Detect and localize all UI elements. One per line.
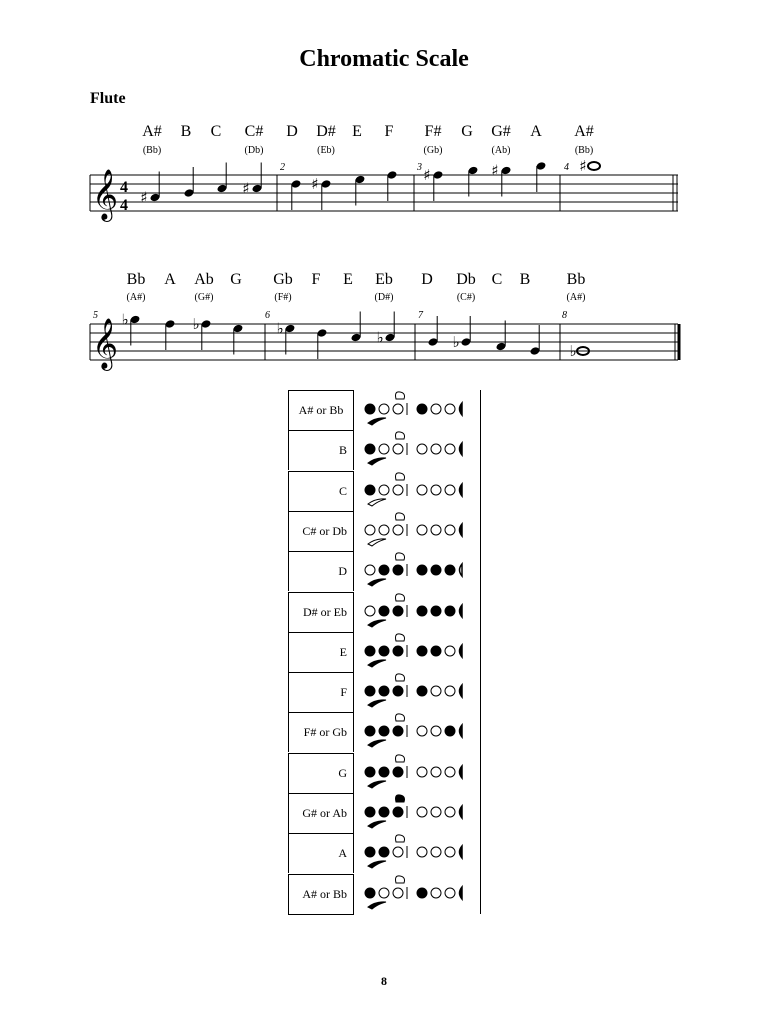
note-name: A [164, 271, 176, 288]
note-name: Bb [566, 271, 586, 288]
trill-key-icon [396, 472, 405, 479]
note-name: B [519, 271, 531, 288]
note-name: G# [491, 123, 511, 140]
enharmonic-name: (Ab) [491, 145, 511, 156]
closed-hole-icon [417, 606, 427, 616]
thumb-lever-icon [368, 418, 386, 425]
fingering-row [288, 874, 482, 914]
fingering-row [288, 430, 482, 470]
note-name: E [352, 123, 362, 140]
thumb-lever-icon [368, 821, 386, 828]
treble-clef-icon: 𝄞 [92, 318, 119, 369]
fingering-diagram [358, 632, 482, 672]
fingering-row [288, 632, 482, 672]
fingering-diagram [358, 551, 482, 591]
note-name: G [461, 123, 473, 140]
flat-icon: ♭ [192, 315, 200, 333]
pinky-key-icon [460, 564, 463, 576]
fingering-diagram [358, 511, 482, 551]
note-head [351, 312, 362, 343]
fingering-row [288, 471, 482, 511]
closed-hole-icon [431, 646, 441, 656]
trill-key-icon [396, 875, 405, 882]
pinky-key-icon [460, 806, 463, 818]
closed-hole-icon [365, 485, 375, 495]
measure-number: 6 [265, 310, 270, 321]
closed-hole-icon [431, 565, 441, 575]
flat-icon: ♭ [569, 342, 577, 360]
closed-hole-icon [393, 646, 403, 656]
fingering-note-label: C# or Db [288, 511, 354, 551]
trill-key-icon [396, 593, 405, 600]
staff-system-2 [0, 0, 768, 380]
fingering-diagram [358, 753, 482, 793]
sharp-icon: ♯ [491, 161, 499, 180]
closed-hole-icon [417, 404, 427, 414]
open-hole-icon [431, 888, 441, 898]
enharmonic-name: (C#) [456, 292, 476, 303]
open-hole-icon [445, 767, 455, 777]
page-number: 8 [381, 974, 387, 988]
pinky-key-icon [460, 846, 463, 858]
closed-hole-icon [365, 847, 375, 857]
open-hole-icon [365, 606, 375, 616]
fingering-diagram [358, 833, 482, 873]
sharp-icon: ♯ [140, 188, 148, 207]
note-head [461, 316, 472, 347]
closed-hole-icon [431, 606, 441, 616]
open-hole-icon [445, 485, 455, 495]
note-head [233, 324, 244, 355]
open-hole-icon [417, 807, 427, 817]
fingering-row [288, 390, 482, 430]
open-hole-icon [379, 485, 389, 495]
note-name: F# [424, 123, 442, 140]
closed-hole-icon [379, 807, 389, 817]
fingering-chart [288, 390, 482, 914]
open-hole-icon [417, 444, 427, 454]
fingering-diagram [358, 672, 482, 712]
closed-hole-icon [417, 565, 427, 575]
note-name: Eb [375, 271, 393, 288]
fingering-diagram [358, 430, 482, 470]
note-name: C [210, 123, 222, 140]
fingering-note-label: D [288, 551, 354, 591]
fingering-note-label: F [288, 672, 354, 712]
open-hole-icon [431, 404, 441, 414]
note-name: A# [142, 123, 162, 140]
pinky-key-icon [460, 484, 463, 496]
open-hole-icon [431, 444, 441, 454]
fingering-note-label: A [288, 833, 354, 873]
open-hole-icon [379, 404, 389, 414]
fingering-row [288, 511, 482, 551]
fingering-row [288, 551, 482, 591]
fingering-diagram [358, 471, 482, 511]
trill-key-icon [396, 795, 405, 802]
open-hole-icon [379, 888, 389, 898]
note-name: D [286, 123, 298, 140]
enharmonic-name: (Gb) [423, 145, 443, 156]
trill-key-icon [396, 553, 405, 560]
pinky-key-icon [460, 887, 463, 899]
open-hole-icon [417, 847, 427, 857]
pinky-key-icon [460, 524, 463, 536]
open-hole-icon [445, 847, 455, 857]
open-hole-icon [445, 686, 455, 696]
closed-hole-icon [365, 646, 375, 656]
open-hole-icon [365, 525, 375, 535]
enharmonic-name: (A#) [126, 292, 146, 303]
instrument-label: Flute [90, 90, 126, 107]
trill-key-icon [396, 634, 405, 641]
open-hole-icon [365, 565, 375, 575]
note-name: Gb [273, 271, 293, 288]
closed-hole-icon [393, 606, 403, 616]
closed-hole-icon [393, 686, 403, 696]
closed-hole-icon [365, 404, 375, 414]
trill-key-icon [396, 392, 405, 399]
thumb-lever-icon [368, 700, 386, 707]
note-head [385, 312, 396, 343]
closed-hole-icon [365, 686, 375, 696]
open-hole-icon [393, 888, 403, 898]
fingering-row [288, 833, 482, 873]
open-hole-icon [417, 525, 427, 535]
enharmonic-name: (Db) [244, 145, 264, 156]
measure-number: 7 [418, 310, 423, 321]
open-hole-icon [393, 485, 403, 495]
enharmonic-name: (Eb) [317, 145, 335, 156]
fingering-note-label: D# or Eb [288, 592, 354, 632]
closed-hole-icon [445, 726, 455, 736]
sharp-icon: ♯ [242, 179, 250, 198]
open-hole-icon [431, 767, 441, 777]
fingering-note-label: E [288, 632, 354, 672]
open-hole-icon [379, 444, 389, 454]
fingering-diagram [358, 592, 482, 632]
enharmonic-name: (Bb) [574, 145, 594, 156]
note-head [285, 324, 296, 355]
thumb-lever-icon [368, 619, 386, 626]
time-signature-top: 4 [120, 179, 128, 196]
closed-hole-icon [379, 646, 389, 656]
closed-hole-icon [445, 565, 455, 575]
thumb-lever-icon [368, 539, 386, 546]
open-hole-icon [393, 525, 403, 535]
fingering-note-label: G# or Ab [288, 793, 354, 833]
enharmonic-name: (F#) [274, 292, 292, 303]
fingering-diagram [358, 793, 482, 833]
note-name: C [491, 271, 503, 288]
closed-hole-icon [393, 726, 403, 736]
note-name: A# [574, 123, 594, 140]
thumb-lever-icon [368, 901, 386, 908]
open-hole-icon [431, 847, 441, 857]
closed-hole-icon [365, 807, 375, 817]
sharp-icon: ♯ [423, 166, 431, 184]
closed-hole-icon [393, 807, 403, 817]
closed-hole-icon [365, 444, 375, 454]
pinky-key-icon [460, 766, 463, 778]
fingering-diagram [358, 390, 482, 430]
fingering-diagram [358, 874, 482, 914]
pinky-key-icon [460, 645, 463, 657]
thumb-lever-icon [368, 498, 386, 505]
open-hole-icon [417, 767, 427, 777]
fingering-note-label: A# or Bb [288, 874, 354, 914]
open-hole-icon [431, 485, 441, 495]
thumb-lever-icon [368, 579, 386, 586]
closed-hole-icon [379, 726, 389, 736]
closed-hole-icon [393, 565, 403, 575]
pinky-key-icon [460, 443, 463, 455]
trill-key-icon [396, 674, 405, 681]
open-hole-icon [445, 404, 455, 414]
page-title: Chromatic Scale [299, 46, 469, 72]
fingering-row [288, 753, 482, 793]
trill-key-icon [396, 432, 405, 439]
note-name: Bb [126, 271, 146, 288]
open-hole-icon [445, 888, 455, 898]
note-name: D [421, 271, 433, 288]
note-head [165, 319, 176, 350]
treble-clef-icon: 𝄞 [92, 169, 119, 220]
flat-icon: ♭ [452, 333, 460, 351]
fingering-note-label: F# or Gb [288, 712, 354, 752]
pinky-key-icon [460, 725, 463, 737]
fingering-row [288, 592, 482, 632]
measure-number: 8 [562, 310, 567, 321]
note-name: A [530, 123, 542, 140]
closed-hole-icon [379, 847, 389, 857]
open-hole-icon [393, 444, 403, 454]
closed-hole-icon [417, 888, 427, 898]
open-hole-icon [431, 726, 441, 736]
closed-hole-icon [379, 767, 389, 777]
open-hole-icon [445, 525, 455, 535]
flat-icon: ♭ [276, 319, 284, 338]
closed-hole-icon [445, 606, 455, 616]
measure-number: 3 [417, 162, 422, 173]
enharmonic-name: (A#) [566, 292, 586, 303]
fingering-note-label: G [288, 753, 354, 793]
open-hole-icon [431, 807, 441, 817]
open-hole-icon [417, 485, 427, 495]
note-name: Db [456, 271, 476, 288]
fingering-row [288, 712, 482, 752]
pinky-key-icon [460, 605, 463, 617]
thumb-lever-icon [368, 781, 386, 788]
note-head [201, 319, 212, 350]
note-head [530, 325, 541, 356]
fingering-note-label: A# or Bb [288, 390, 354, 430]
measure-number: 2 [280, 162, 285, 173]
flat-icon: ♭ [121, 310, 129, 329]
note-name: G [230, 271, 242, 288]
measure-number: 4 [564, 162, 569, 173]
closed-hole-icon [393, 767, 403, 777]
thumb-lever-icon [368, 740, 386, 747]
pinky-key-icon [460, 403, 463, 415]
open-hole-icon [431, 525, 441, 535]
note-name: F [311, 271, 321, 288]
note-name: E [343, 271, 353, 288]
enharmonic-name: (D#) [374, 292, 394, 303]
note-name: B [180, 123, 192, 140]
open-hole-icon [445, 807, 455, 817]
open-hole-icon [417, 726, 427, 736]
flat-icon: ♭ [376, 328, 384, 347]
trill-key-icon [396, 714, 405, 721]
closed-hole-icon [365, 888, 375, 898]
closed-hole-icon [365, 767, 375, 777]
closed-hole-icon [365, 726, 375, 736]
closed-hole-icon [417, 646, 427, 656]
time-signature-bottom: 4 [120, 197, 128, 214]
note-name: D# [316, 123, 336, 140]
enharmonic-name: (G#) [194, 292, 214, 303]
thumb-lever-icon [368, 861, 386, 868]
open-hole-icon [393, 404, 403, 414]
closed-hole-icon [379, 606, 389, 616]
open-hole-icon [431, 686, 441, 696]
enharmonic-name: (Bb) [142, 145, 162, 156]
thumb-lever-icon [368, 660, 386, 667]
note-name: F [384, 123, 394, 140]
note-head [317, 328, 328, 359]
chart-bottom-border [288, 914, 354, 915]
open-hole-icon [393, 847, 403, 857]
fingering-note-label: C [288, 471, 354, 511]
note-head [496, 321, 507, 352]
note-name: C# [244, 123, 264, 140]
closed-hole-icon [379, 565, 389, 575]
sharp-icon: ♯ [311, 175, 319, 193]
fingering-row [288, 793, 482, 833]
note-head [428, 316, 439, 347]
open-hole-icon [445, 444, 455, 454]
open-hole-icon [379, 525, 389, 535]
trill-key-icon [396, 835, 405, 842]
fingering-diagram [358, 712, 482, 752]
fingering-row [288, 672, 482, 712]
note-name: Ab [194, 271, 214, 288]
pinky-key-icon [460, 685, 463, 697]
closed-hole-icon [417, 686, 427, 696]
closed-hole-icon [379, 686, 389, 696]
thumb-lever-icon [368, 458, 386, 465]
open-hole-icon [445, 646, 455, 656]
fingering-note-label: B [288, 430, 354, 470]
trill-key-icon [396, 513, 405, 520]
trill-key-icon [396, 755, 405, 762]
note-head [130, 315, 141, 346]
sharp-icon: ♯ [579, 157, 587, 175]
measure-number: 5 [93, 310, 98, 321]
